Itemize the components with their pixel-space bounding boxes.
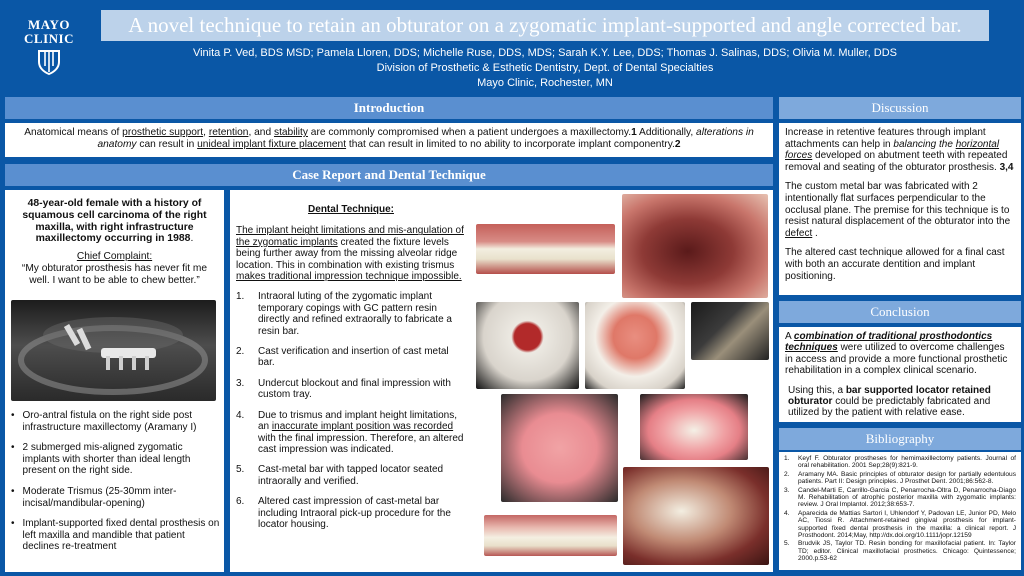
logo-line2: CLINIC [24, 31, 74, 46]
discussion-horizontal-forces: horizontal forces [785, 138, 1000, 162]
panoramic-xray-image [11, 300, 216, 401]
conclusion-text: A [785, 331, 794, 342]
dental-technique-panel [230, 190, 472, 572]
reference-number: 3. [784, 486, 790, 494]
technique-steps [236, 291, 466, 530]
technique-step [236, 291, 466, 337]
intro-text: are commonly compromised when a patient undergoes a maxillectomy. [307, 127, 632, 138]
patient-summary [11, 198, 218, 245]
intro-text: can result in [136, 139, 198, 150]
step-text: Undercut blockout and final impression with custom tray. [258, 377, 451, 401]
case-bullet-text: • Oro-antral fistula on the right side post infrastructure maxillectomy (Aramany I) [22, 410, 197, 433]
bibliography-panel [779, 452, 1021, 570]
conclusion-heading: Conclusion [779, 301, 1021, 323]
discussion-text: The custom metal bar was fabricated with 2 intentionally flat surfaces perpendicular to the occlusal plane. The premise for this technique is to resist natural displacement of the obturator into the [785, 181, 1011, 228]
case-bullet [11, 518, 221, 553]
discussion-italic: balancing the [893, 138, 956, 150]
discussion-p1 [785, 127, 1015, 173]
reference-number: 4. [784, 509, 790, 517]
intraoral-photo-palate [622, 194, 768, 298]
step-text: Cast verification and insertion of cast metal bar. [258, 346, 449, 369]
technique-intro-underline-2: makes traditional impression technique impossible. [236, 271, 462, 283]
case-bullets [11, 410, 221, 562]
step-text [258, 410, 466, 456]
conclusion-bold: bar supported locator retained obturator [788, 384, 991, 408]
reference-text: Aparecida de Mattias Sartori I, Uhlendorf Y, Padovan LE, Junior PD, Melo AC, Tiossi R. Attachment-retained gingival prosthesis for implant-supported fixed dental prosthesis in the maxilla: a clinical report. J Prosthodont. 2014;May, http://dx.doi.org/10.1111/jopr.12159 [798, 509, 1016, 540]
authors: Vinita P. Ved, BDS MSD; Pamela Lloren, DDS; Michelle Ruse, DDS, MDS; Sarah K.Y. Lee, DDS; Thomas J. Salinas, DDS; Olivia M. Muller, DDS [192, 47, 898, 59]
reference-number: 1. [784, 455, 790, 462]
step-text: Cast-metal bar with tapped locator seated intraorally and verified. [258, 464, 444, 487]
technique-step [236, 496, 466, 530]
chief-complaint-title: Chief Complaint: [76, 251, 153, 263]
step-4-text: Due to trismus and implant height limitations, an [258, 409, 457, 433]
intro-ref-2: 2 [674, 139, 681, 150]
intro-text: , [203, 127, 209, 138]
resin-bar-photo [476, 302, 579, 389]
reference-text: Aramany MA. Basic principles of obturator design for partially edentulous patients. Part II: Design principles. J Prosthet Dent. 2001;86:562-8. [798, 470, 1016, 486]
step-number: 6. [236, 496, 245, 508]
obturator-photo [640, 394, 748, 460]
reference-item [784, 540, 1016, 562]
author-block [101, 46, 989, 91]
reference-item [784, 455, 1016, 470]
reference-item [784, 471, 1016, 486]
technique-intro-underline-1: The implant height limitations and mis-angulation of the zygomatic implants [236, 225, 464, 248]
discussion-text: Increase in retentive features through implant attachments can help in [785, 127, 986, 150]
step-4-underline: inaccurate implant position was recorded [271, 421, 454, 433]
case-bullet [11, 410, 221, 433]
bibliography-heading: Bibliography [779, 428, 1021, 450]
conclusion-p2 [785, 385, 1015, 419]
technique-step [236, 464, 466, 487]
reference-item [784, 487, 1016, 509]
discussion-refs: 3,4 [999, 161, 1014, 173]
shield-icon [35, 48, 63, 76]
reference-text: Keyf F. Obturator prostheses for hemimaxillectomy patients. Journal of oral rehabilitation. 2001 Sep;28(9):821-9. [798, 455, 1016, 470]
technique-intro [236, 225, 466, 282]
intro-text: that can result in limited to no ability to incorporate implant componentry. [346, 139, 675, 150]
intro-retention: retention [208, 127, 249, 138]
reference-item [784, 510, 1016, 540]
intro-text: , and [248, 127, 274, 138]
case-bullet-text: • 2 submerged mis-aligned zygomatic implants with shorter than ideal length present on the right side. [22, 442, 191, 477]
mayo-clinic-logo [18, 18, 80, 80]
intro-ref-1: 1 [631, 127, 637, 138]
case-bullet-text: • Moderate Trismus (25-30mm inter-incisal/mandibular-opening) [22, 485, 177, 509]
dental-technique-title: Dental Technique: [308, 204, 394, 215]
patient-history-end: . [190, 233, 194, 245]
conclusion-text: could be predictably fabricated and utilized by the patient with relative ease. [788, 396, 991, 419]
intro-text: Additionally, [636, 127, 697, 138]
locator-photo [691, 302, 769, 360]
chief-complaint-quote: “My obturator prosthesis has never fit me well. I want to be able to chew better.” [21, 262, 208, 286]
impression-photo [501, 394, 618, 502]
intro-stability: stability [273, 127, 308, 138]
discussion-heading: Discussion [779, 97, 1021, 119]
conclusion-text: Using this, a [788, 384, 846, 396]
discussion-p3: The altered cast technique allowed for a final cast with both an accurate dentition and implant positioning. [785, 247, 1005, 282]
intro-unideal-placement: unideal implant fixture placement [197, 139, 347, 150]
division: Division of Prosthetic & Esthetic Dentistry, Dept. of Dental Specialties [376, 62, 714, 74]
discussion-text: developed on abutment teeth with repeated removal and seating of the obturator prosthesis. [785, 150, 1008, 173]
case-bullet [11, 442, 221, 477]
intro-text: Anatomical means of [24, 127, 123, 138]
logo-line1: MAYO [28, 17, 70, 32]
technique-step [236, 410, 466, 456]
reference-text: Brudvik JS, Taylor TD. Resin bonding for maxillofacial patient. In: Taylor TD; editor. Clinical maxillofacial prosthetics. Chicago: Quintessence; 2000.p.53-62 [798, 540, 1016, 563]
conclusion-text: were utilized to overcome challenges in access and provide a more functional prosthetic rehabilitation in a complex clinical scenario. [785, 342, 1008, 377]
reference-text: Candel-Marti E, Carrillo-Garcia C, Penarrocha-Oltra D, Penarrocha-Diago M. Rehabilitation of atrophic posterior maxilla with zygomatic implants: review. J Oral Implantol. 2012;38:653-7. [798, 486, 1016, 509]
technique-step [236, 378, 466, 401]
location: Mayo Clinic, Rochester, MN [477, 77, 613, 89]
step-4-text-end: with the final impression. Therefore, an altered cast impression was indicated. [258, 432, 464, 455]
conclusion-panel [779, 327, 1021, 422]
conclusion-p1 [785, 331, 1015, 377]
discussion-defect: defect [785, 227, 813, 239]
dental-technique-heading [236, 204, 466, 215]
intraoral-photo-teeth [476, 224, 615, 274]
step-number: 5. [236, 464, 245, 476]
reference-list [784, 455, 1016, 563]
reference-number: 5. [784, 540, 790, 548]
final-smile-photo [484, 515, 617, 556]
step-number: 4. [236, 409, 245, 421]
discussion-panel [779, 123, 1021, 295]
intro-prosthetic-support: prosthetic support [122, 127, 204, 138]
discussion-p2 [785, 181, 1015, 239]
step-text: Intraoral luting of the zygomatic implant temporary copings with GC pattern resin directly and refined extraorally to fabricate a resin bar. [258, 291, 452, 337]
patient-history: 48-year-old female with a history of squamous cell carcinoma of the right maxilla, with right infrastructure maxillectomy occurring in 1988 [22, 198, 207, 245]
conclusion-emphasis: combination of traditional prosthodontics techniques [785, 331, 993, 354]
introduction-heading: Introduction [5, 97, 773, 119]
technique-step [236, 346, 466, 369]
intro-alterations: alterations in anatomy [97, 127, 754, 150]
step-number: 3. [236, 377, 245, 389]
technique-intro-text: created the fixture levels being further away from the missing alveolar ridge location. This in combination with existing trismus [236, 236, 458, 271]
final-prosthesis-photo [623, 467, 769, 565]
discussion-text: . [812, 227, 818, 239]
poster-title: A novel technique to retain an obturator on a zygomatic implant-supported and angle corrected bar. [101, 10, 989, 41]
introduction-panel [5, 123, 773, 157]
reference-number: 2. [784, 470, 790, 478]
case-report-heading: Case Report and Dental Technique [5, 164, 773, 186]
case-bullet [11, 486, 221, 509]
cast-verification-photo [585, 302, 685, 389]
case-bullet-text: • Implant-supported fixed dental prosthesis on left maxilla and mandible that patient declines re-treatment [22, 518, 220, 553]
step-number: 1. [236, 291, 245, 303]
chief-complaint-label [11, 251, 218, 263]
step-text: Altered cast impression of cast-metal bar including Intraoral pick-up procedure for the locator housing. [258, 496, 451, 530]
step-number: 2. [236, 346, 245, 358]
